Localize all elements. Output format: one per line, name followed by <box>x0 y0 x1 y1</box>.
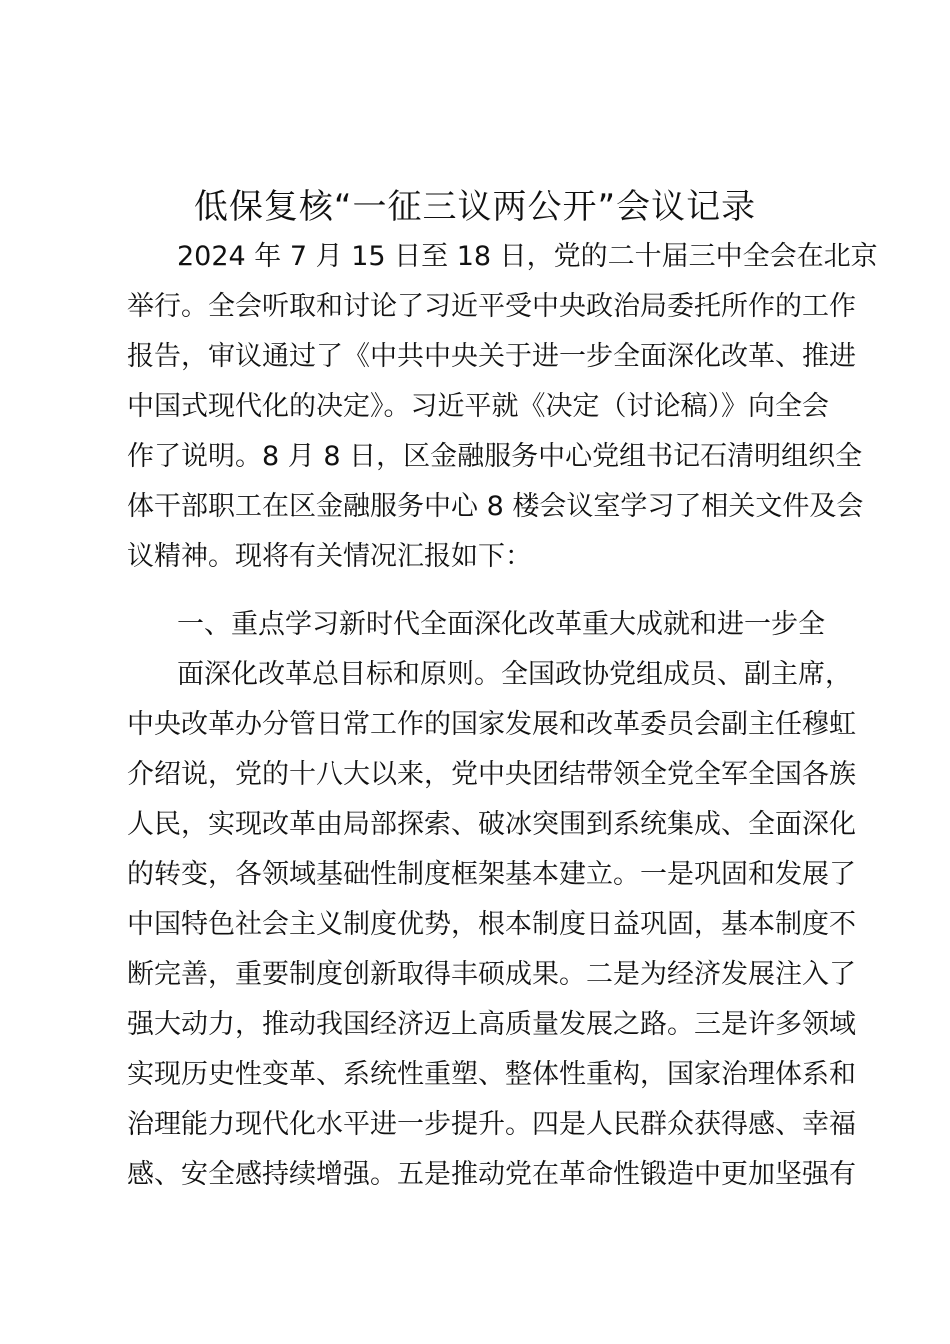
paragraph-2-line: 实现历史性变革、系统性重塑、整体性重构，国家治理体系和 <box>127 1059 856 1090</box>
paragraph-1-line: 中国式现代化的决定》。习近平就《决定（讨论稿）》向全会 <box>127 391 829 422</box>
paragraph-2-line: 感、安全感持续增强。五是推动党在革命性锻造中更加坚强有 <box>127 1159 856 1190</box>
paragraph-1-line: 报告，审议通过了《中共中央关于进一步全面深化改革、推进 <box>127 341 856 372</box>
paragraph-1-line: 议精神。现将有关情况汇报如下： <box>127 541 532 572</box>
paragraph-2-line: 面深化改革总目标和原则。全国政协党组成员、副主席， <box>177 659 852 690</box>
paragraph-2-line: 人民，实现改革由局部探索、破冰突围到系统集成、全面深化 <box>127 809 856 840</box>
paragraph-2-line: 中央改革办分管日常工作的国家发展和改革委员会副主任穆虹 <box>127 709 856 740</box>
paragraph-spacer <box>127 582 837 600</box>
document-title: 低保复核“一征三议两公开”会议记录 <box>193 187 757 227</box>
paragraph-1-line: 作了说明。8 月 8 日，区金融服务中心党组书记石清明组织全 <box>127 441 863 472</box>
paragraph-2-line: 中国特色社会主义制度优势，根本制度日益巩固，基本制度不 <box>127 909 856 940</box>
section-heading-1: 一、重点学习新时代全面深化改革重大成就和进一步全 <box>177 609 825 640</box>
paragraph-2-line: 治理能力现代化水平进一步提升。四是人民群众获得感、幸福 <box>127 1109 856 1140</box>
document-body <box>127 232 878 1200</box>
paragraph-2-line: 的转变，各领域基础性制度框架基本建立。一是巩固和发展了 <box>127 859 856 890</box>
paragraph-1-line: 举行。全会听取和讨论了习近平受中央政治局委托所作的工作 <box>127 291 856 322</box>
paragraph-1-line: 体干部职工在区金融服务中心 8 楼会议室学习了相关文件及会 <box>127 491 864 522</box>
paragraph-1-line: 2024 年 7 月 15 日至 18 日，党的二十届三中全会在北京 <box>177 241 878 272</box>
paragraph-2-line: 断完善，重要制度创新取得丰硕成果。二是为经济发展注入了 <box>127 959 856 990</box>
paragraph-2-line: 介绍说，党的十八大以来，党中央团结带领全党全军全国各族 <box>127 759 856 790</box>
paragraph-2-line: 强大动力，推动我国经济迈上高质量发展之路。三是许多领域 <box>127 1009 856 1040</box>
